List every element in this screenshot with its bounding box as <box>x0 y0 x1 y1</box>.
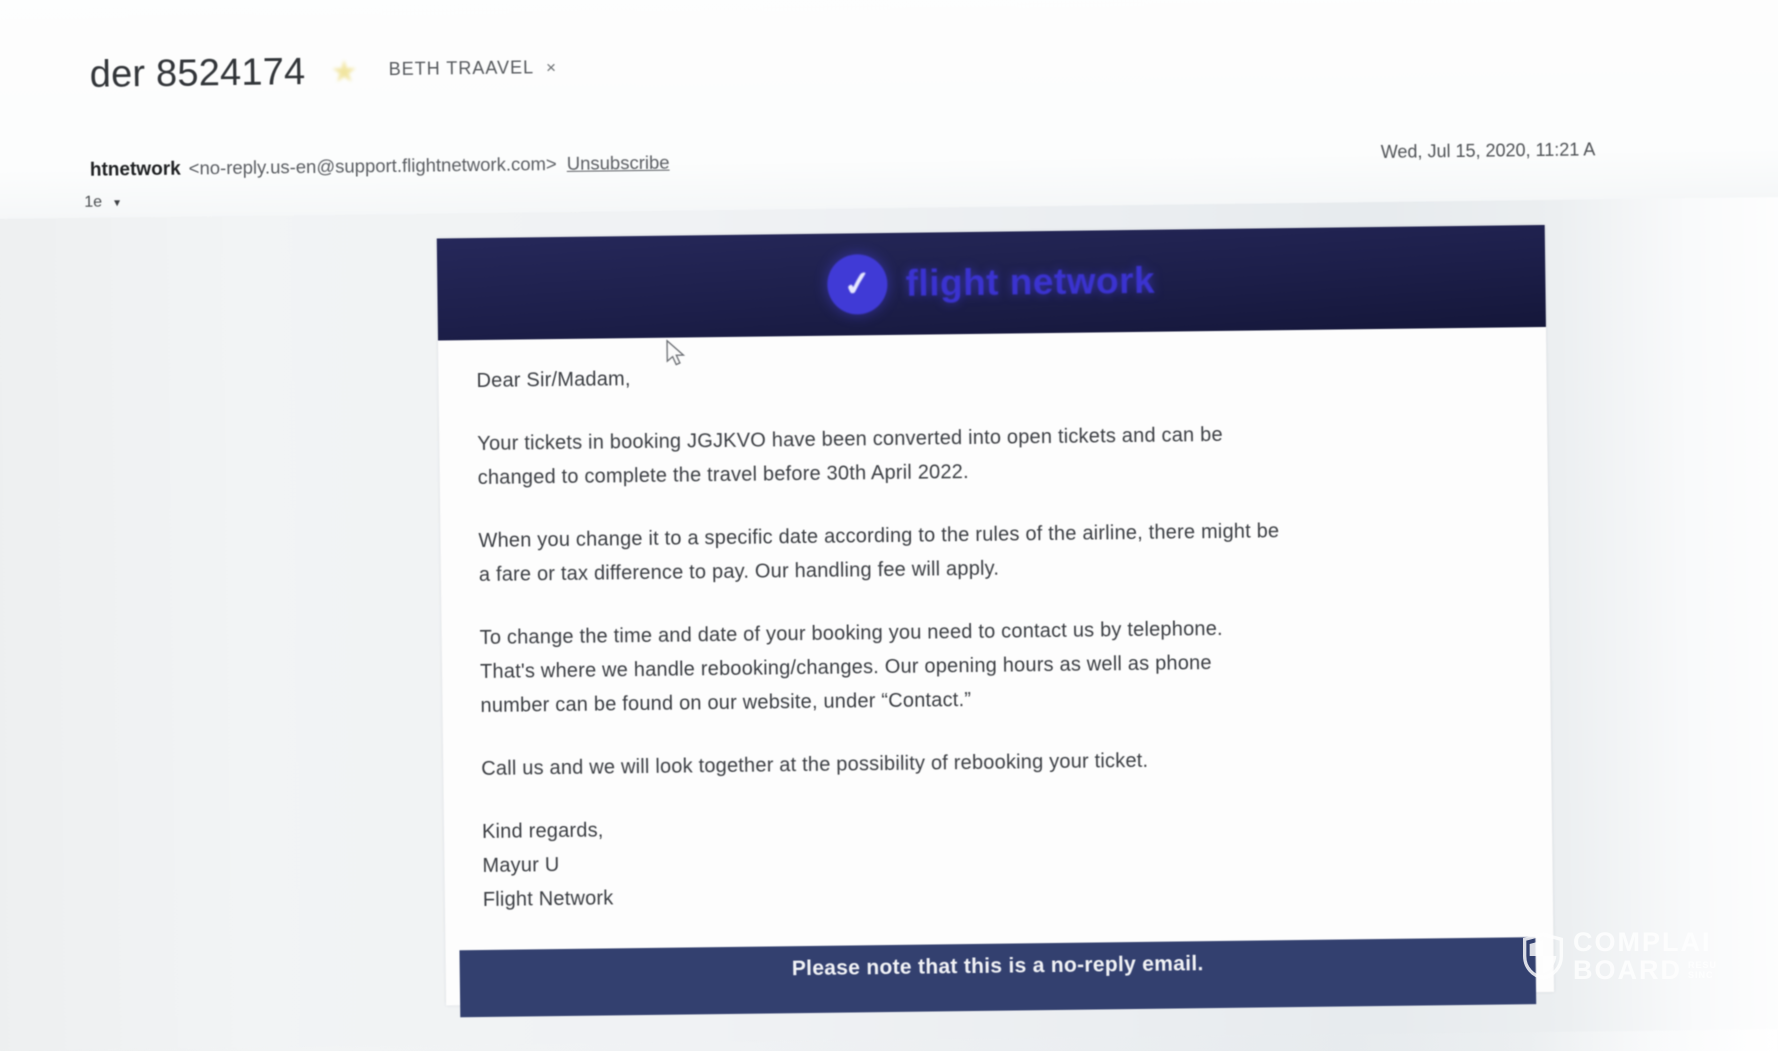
signature-line: Flight Network <box>482 887 614 911</box>
email-content <box>438 327 1553 917</box>
watermark-line2: BOARD <box>1573 955 1682 985</box>
star-icon[interactable]: ★ <box>330 55 358 89</box>
flight-network-logo-icon <box>827 254 888 315</box>
sender-address: <no-reply.us-en@support.flightnetwork.com> <box>188 153 557 179</box>
email-date: Wed, Jul 15, 2020, 11:21 A <box>1380 139 1596 162</box>
details-caret-icon[interactable]: ▾ <box>114 195 121 210</box>
paragraph-line: That's where we handle rebooking/changes. Our opening hours as well as phone <box>479 652 1212 684</box>
no-reply-note: Please note that this is a no-reply email. <box>791 952 1204 981</box>
logo-check-glyph: ✓ <box>841 263 874 305</box>
paragraph-line: number can be found on our website, under “Contact.” <box>480 689 972 718</box>
paragraph-line: When you change it to a specific date according to the rules of the airline, there might be <box>478 520 1280 553</box>
watermark-small-line2: SINC <box>1688 970 1714 980</box>
signature-line: Kind regards, <box>481 819 604 843</box>
email-subject: der 8524174 <box>89 51 306 96</box>
email-footer-banner <box>459 937 1536 1017</box>
recipient-fragment: 1e <box>84 193 103 211</box>
paragraph-line: To change the time and date of your booking you need to contact us by telephone. <box>479 617 1223 650</box>
watermark-line1: COMPLAI <box>1573 927 1712 957</box>
label-remove-icon[interactable]: × <box>545 58 558 78</box>
greeting-line: Dear Sir/Madam, <box>476 368 631 393</box>
flight-network-logo-text: flight network <box>905 259 1156 304</box>
watermark-text <box>1573 929 1717 985</box>
recipient-details-toggle[interactable] <box>84 193 120 211</box>
paragraph-1 <box>477 414 1548 495</box>
paragraph-line: Call us and we will look together at the possibility of rebooking your ticket. <box>481 749 1149 781</box>
paragraph-line: changed to complete the travel before 30th April 2022. <box>477 461 969 490</box>
signature-line: Mayur U <box>482 854 560 877</box>
label-chip <box>389 57 558 80</box>
paragraph-line: a fare or tax difference to pay. Our handling fee will apply. <box>478 557 1000 587</box>
email-header-banner <box>437 225 1546 341</box>
sender-name[interactable]: htnetwork <box>89 158 181 181</box>
paragraph-2 <box>478 511 1549 592</box>
mouse-cursor-icon <box>666 339 688 374</box>
page-background-top <box>0 0 1778 221</box>
complaintsboard-watermark <box>1523 929 1778 985</box>
paragraph-line: Your tickets in booking JGJKVO have been converted into open tickets and can be <box>477 423 1223 456</box>
watermark-small-line1: RESU <box>1688 960 1718 970</box>
shield-icon <box>1523 932 1563 985</box>
paragraph-4 <box>481 739 1551 786</box>
email-body-card <box>437 225 1554 1005</box>
label-text: BETH TRAAVEL <box>388 57 535 80</box>
paragraph-3 <box>479 608 1550 723</box>
unsubscribe-link[interactable]: Unsubscribe <box>566 151 670 174</box>
signature-block <box>482 802 1553 917</box>
